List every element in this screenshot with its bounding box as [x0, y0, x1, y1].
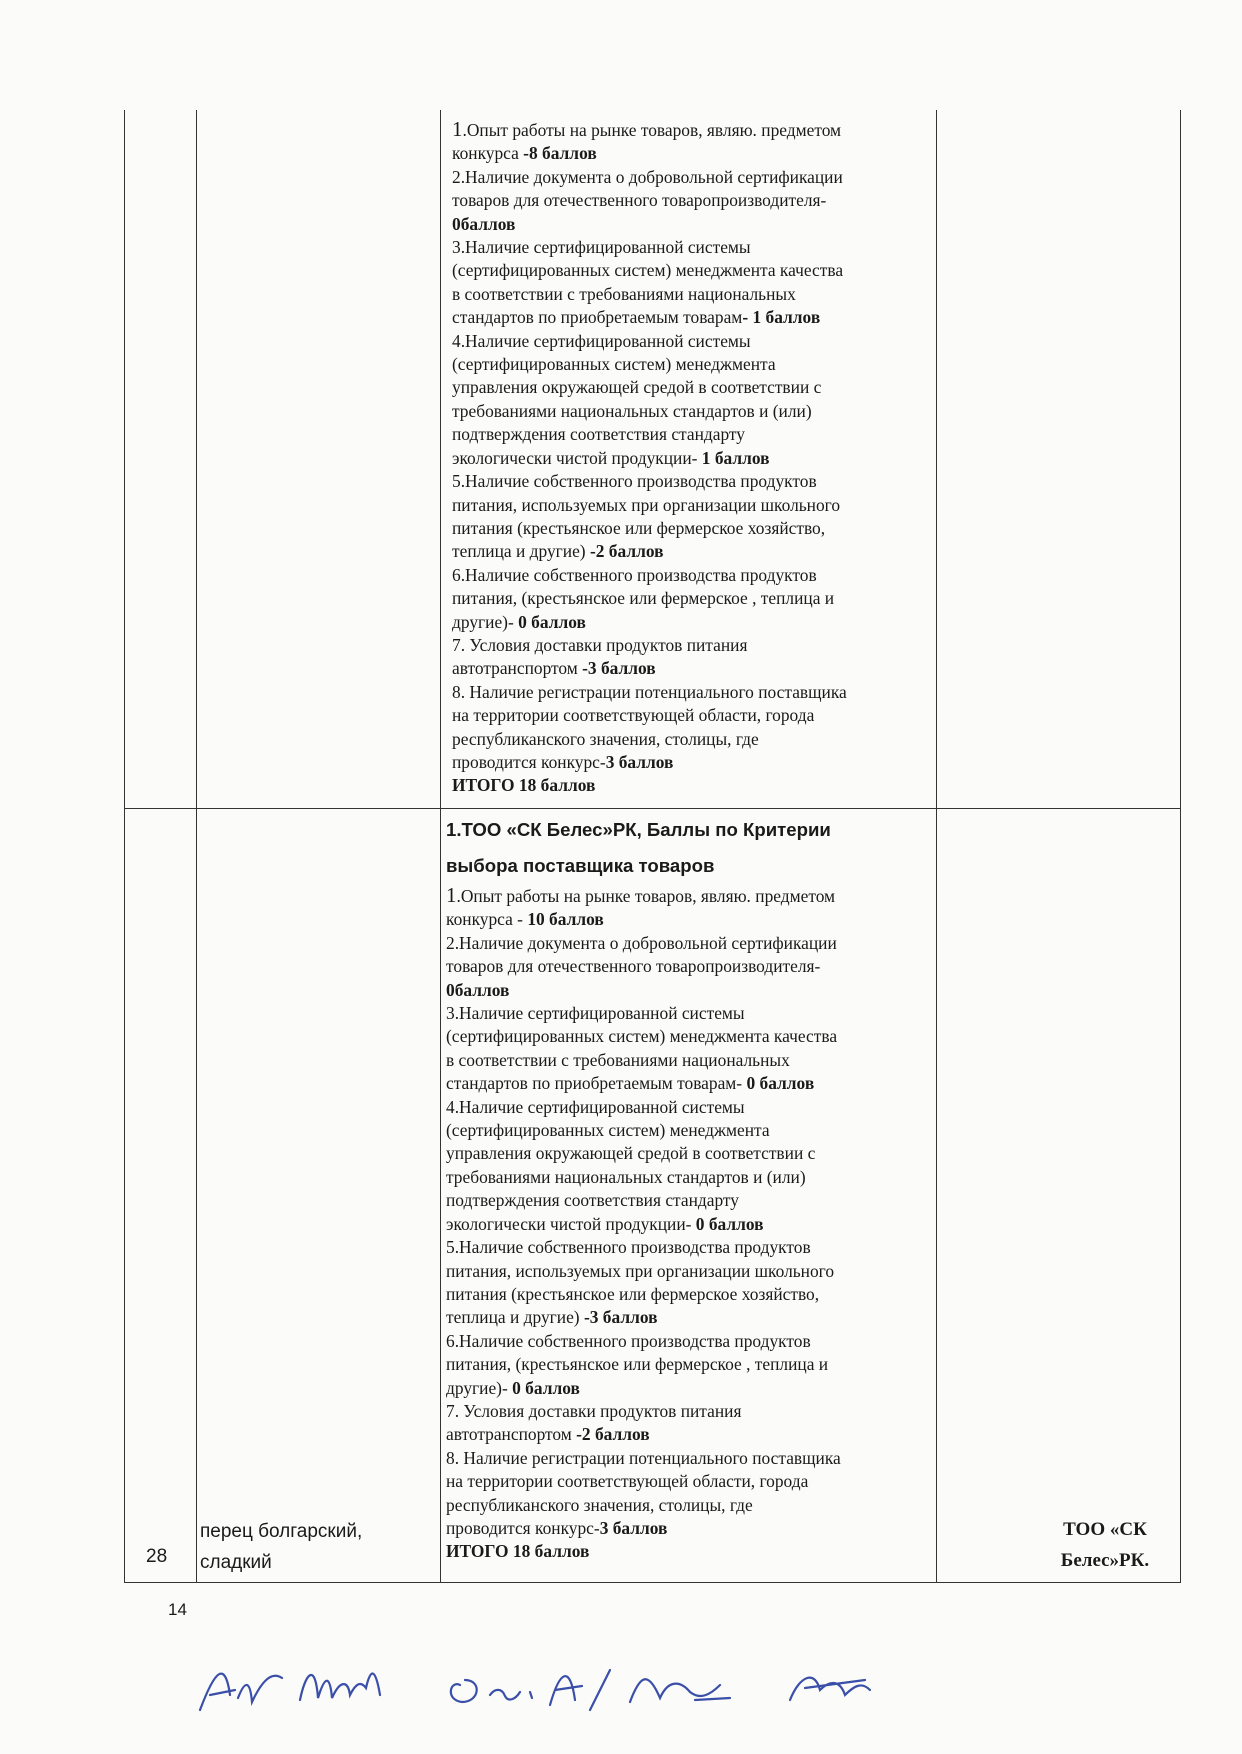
- table-border-bottom: [124, 1582, 1181, 1583]
- criteria-text-row-28: [446, 812, 926, 1564]
- page-number: 14: [168, 1600, 187, 1619]
- criteria-line: 3.Наличие сертифицированной системы: [452, 237, 751, 258]
- criteria-line: 4.Наличие сертифицированной системы: [446, 1096, 745, 1117]
- criteria-line: питания, (крестьянское или фермерское , теплица и: [446, 1354, 829, 1375]
- criteria-line: питания, используемых при организации школьного: [446, 1260, 835, 1281]
- criteria-line: 7. Условия доставки продуктов питания: [452, 634, 748, 655]
- criteria-line: питания, (крестьянское или фермерское , теплица и: [452, 588, 835, 609]
- criteria-line: 1.Опыт работы на рынке товаров, являю. предметом: [446, 883, 836, 907]
- criteria-line: 0баллов: [452, 213, 516, 234]
- criteria-line: проводится конкурс-3 баллов: [452, 751, 674, 772]
- criteria-line: теплица и другие) -3 баллов: [446, 1307, 658, 1328]
- criteria-header: 1.ТОО «СК Белес»РК, Баллы по Критерии выбора поставщика товаров: [446, 819, 831, 876]
- criteria-line: республиканского значения, столицы, где: [446, 1494, 753, 1515]
- criteria-line: конкурса - 10 баллов: [446, 909, 604, 930]
- table-border-left: [124, 110, 125, 1582]
- criteria-line: управления окружающей средой в соответствии с: [446, 1143, 816, 1164]
- criteria-line: экологически чистой продукции- 1 баллов: [452, 447, 770, 468]
- criteria-line: ИТОГО 18 баллов: [446, 1541, 590, 1562]
- criteria-line: 2.Наличие документа о добровольной сертификации: [446, 932, 837, 953]
- criteria-line: питания, используемых при организации школьного: [452, 494, 841, 515]
- criteria-line: 8. Наличие регистрации потенциального поставщика: [452, 681, 847, 702]
- row-number: 28: [146, 1546, 168, 1567]
- criteria-line: в соответствии с требованиями национальных: [452, 283, 796, 304]
- supplier-name: ТОО «СК Белес»РК.: [1060, 1519, 1150, 1571]
- criteria-line: автотранспортом -2 баллов: [446, 1424, 650, 1445]
- criteria-line: другие)- 0 баллов: [446, 1377, 580, 1398]
- criteria-line: 5.Наличие собственного производства продуктов: [452, 471, 817, 492]
- criteria-line: (сертифицированных систем) менеджмента: [446, 1120, 770, 1141]
- criteria-line: ИТОГО 18 баллов: [452, 775, 596, 796]
- criteria-line: питания (крестьянское или фермерское хозяйство,: [446, 1283, 820, 1304]
- criteria-line: стандартов по приобретаемым товарам- 0 баллов: [446, 1073, 815, 1094]
- criteria-line: товаров для отечественного товаропроизводителя-: [446, 956, 821, 977]
- criteria-line: питания (крестьянское или фермерское хозяйство,: [452, 517, 826, 538]
- criteria-line: 7. Условия доставки продуктов питания: [446, 1400, 742, 1421]
- criteria-line: конкурса -8 баллов: [452, 143, 597, 164]
- signatures: [190, 1640, 970, 1730]
- table-col-divider-1: [196, 110, 197, 1582]
- criteria-line: в соответствии с требованиями национальных: [446, 1049, 790, 1070]
- table-border-right: [1180, 110, 1181, 1582]
- criteria-line: республиканского значения, столицы, где: [452, 728, 759, 749]
- criteria-line: на территории соответствующей области, города: [446, 1471, 809, 1492]
- table-col-divider-3: [936, 110, 937, 1582]
- criteria-line: 4.Наличие сертифицированной системы: [452, 330, 751, 351]
- criteria-line: на территории соответствующей области, города: [452, 705, 815, 726]
- criteria-line: 3.Наличие сертифицированной системы: [446, 1003, 745, 1024]
- criteria-line: 0баллов: [446, 979, 510, 1000]
- criteria-line: 6.Наличие собственного производства продуктов: [446, 1330, 811, 1351]
- criteria-line: 5.Наличие собственного производства продуктов: [446, 1237, 811, 1258]
- criteria-list-row-28: [446, 884, 926, 1564]
- table-col-divider-2: [440, 110, 441, 1582]
- criteria-line: экологически чистой продукции- 0 баллов: [446, 1213, 764, 1234]
- criteria-line: товаров для отечественного товаропроизводителя-: [452, 190, 827, 211]
- criteria-line: другие)- 0 баллов: [452, 611, 586, 632]
- criteria-line: 6.Наличие собственного производства продуктов: [452, 564, 817, 585]
- criteria-line: управления окружающей средой в соответствии с: [452, 377, 822, 398]
- criteria-line: (сертифицированных систем) менеджмента: [452, 354, 776, 375]
- criteria-line: требованиями национальных стандартов и (или): [446, 1166, 806, 1187]
- product-name: перец болгарский, сладкий: [200, 1521, 363, 1573]
- criteria-line: автотранспортом -3 баллов: [452, 658, 656, 679]
- criteria-line: подтверждения соответствия стандарту: [452, 424, 745, 445]
- criteria-line: требованиями национальных стандартов и (или): [452, 400, 812, 421]
- criteria-line: проводится конкурс-3 баллов: [446, 1517, 668, 1538]
- criteria-text-prev-row: [452, 118, 932, 798]
- row-divider: [124, 808, 1181, 809]
- criteria-line: (сертифицированных систем) менеджмента качества: [446, 1026, 838, 1047]
- criteria-line: 1.Опыт работы на рынке товаров, являю. предметом: [452, 117, 842, 141]
- criteria-line: теплица и другие) -2 баллов: [452, 541, 664, 562]
- criteria-line: 2.Наличие документа о добровольной сертификации: [452, 166, 843, 187]
- criteria-line: (сертифицированных систем) менеджмента качества: [452, 260, 844, 281]
- criteria-line: 8. Наличие регистрации потенциального поставщика: [446, 1447, 841, 1468]
- criteria-line: подтверждения соответствия стандарту: [446, 1190, 739, 1211]
- criteria-line: стандартов по приобретаемым товарам- 1 баллов: [452, 307, 821, 328]
